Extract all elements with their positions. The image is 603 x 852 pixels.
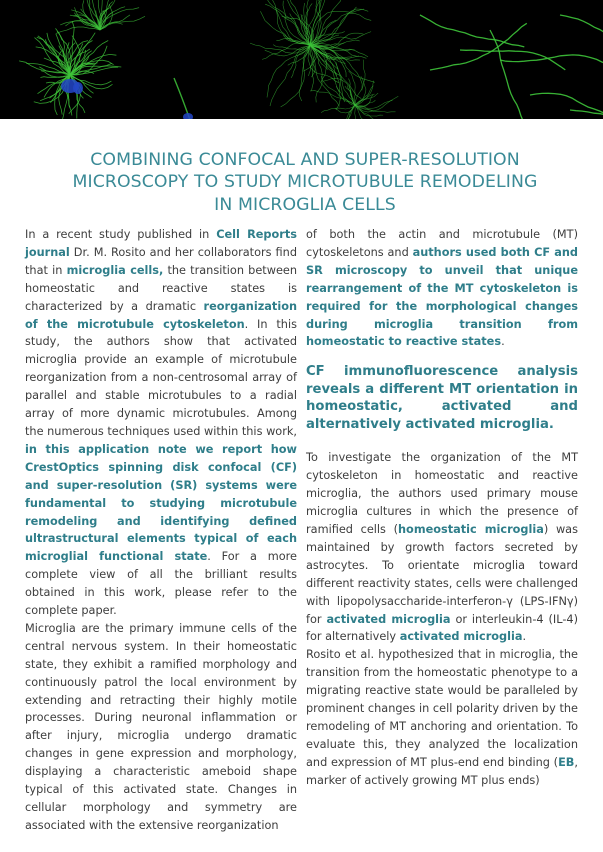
text: ) was maintained by growth factors secreted by astrocytes. To orientate microglia toward different reactivity states, cells were challenged with lipopolysaccharide-interferon-γ (LPS-IFNγ) for	[306, 522, 578, 626]
title-line-3: IN MICROGLIA CELLS	[214, 194, 396, 215]
text: , marker of actively growing MT plus ends)	[306, 755, 578, 787]
section-subheading: CF immunofluorescence analysis reveals a different MT orientation in homeostatic, activated and alternatively activated microglia.	[306, 364, 578, 432]
hero-microscopy-image	[0, 0, 603, 119]
left-column	[25, 226, 297, 835]
intro-paragraph	[25, 226, 297, 620]
text: . In this study, the authors show that activated microglia provide an example of microtubule reorganization from a non-centrosomal array of parallel and stable microtubules to a radial array of more dynamic microtubules. Among the numerous techniques used within this work,	[25, 317, 297, 438]
investigation-paragraph	[306, 449, 578, 646]
text: . For a more complete view of all the brilliant results obtained in this work, please refer to the complete paper.	[25, 550, 297, 618]
microglia-paragraph: Microglia are the primary immune cells of the central nervous system. In their homeostatic state, they exhibit a ramified morphology and continuously patrol the local environment by extending and retracting their highly motile processes. During neuronal inflammation or after injury, microglia undergo dramatic changes in gene expression and morphology, displaying a characteristic ameboid shape typical of this activated state. Changes in cellular morphology and symmetry are associated with the extensive reorganization	[25, 621, 297, 832]
highlight-reorganization: reorganization of the microtubule cytoskeleton	[25, 299, 297, 331]
continuation-paragraph	[306, 226, 578, 351]
title-line-2: MICROSCOPY TO STUDY MICROTUBULE REMODELING	[72, 172, 538, 193]
page-title	[20, 149, 590, 217]
text: .	[501, 335, 505, 349]
highlight-eb: EB	[558, 755, 575, 769]
nucleus	[73, 82, 83, 94]
text: Rosito et al. hypothesized that in microglia, the transition from the homeostatic phenotype to a migrating reactive state would be paralleled by prominent changes in cell polarity driven by the remodeling of MT anchoring and orientation. To evaluate this, they analyzed the localization and expression of MT plus-end end binding (	[306, 648, 578, 769]
title-line-1: COMBINING CONFOCAL AND SUPER-RESOLUTION	[90, 149, 520, 170]
hypothesis-paragraph	[306, 646, 578, 789]
text: In a recent study published in	[25, 228, 217, 241]
text: of both the actin and microtubule (MT) cytoskeletons and	[306, 228, 578, 259]
highlight-cell-reports: Cell Reports journal	[25, 228, 297, 259]
text: Dr. M. Rosito and her collaborators find that in	[25, 245, 297, 277]
highlight-cf-sr: authors used both CF and SR microscopy to unveil that unique rearrangement of the MT cytoskeleton is required for the morphological changes during microglia transition from homeostatic to reactive states	[306, 245, 578, 349]
highlight-activated: activated microglia	[326, 612, 451, 626]
text: To investigate the organization of the MT cytoskeleton in homeostatic and reactive microglia, the authors used primary mouse microglia cultures in which the presence of ramified cells (	[306, 451, 578, 536]
text: .	[522, 630, 527, 644]
right-column	[306, 226, 578, 790]
text: the transition between homeostatic and reactive states is characterized by a dramatic	[25, 263, 297, 313]
highlight-alt-activated: activated microglia	[399, 630, 523, 644]
highlight-microglia-cells: microglia cells,	[66, 263, 164, 277]
text: or interleukin-4 (IL-4) for alternatively	[306, 612, 578, 644]
highlight-homeostatic: homeostatic microglia	[398, 522, 544, 536]
microtubule-fluorescence-image	[0, 0, 603, 119]
highlight-application-note: in this application note we report how CrestOptics spinning disk confocal (CF) and super-resolution (SR) systems were fundamental to studying microtubule remodeling and identifying defined ultrastructural elements typical of each microglial functional state	[25, 442, 297, 564]
